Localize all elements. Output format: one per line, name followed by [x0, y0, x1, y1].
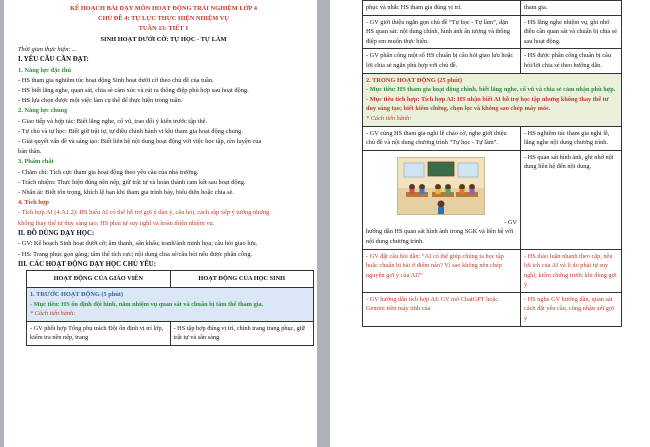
text-line: - Tự chủ và tự học: Biết giữ trật tự, tự điều chỉnh hành vi khi tham gia hoạt động chung.: [18, 127, 243, 135]
teacher-cell: - GV hướng dẫn tích hợp AI: GV mở ChatGPT hoặc Gemini trên máy tính của: [363, 292, 521, 326]
text-line: - Giải quyết vấn đề và sáng tạo: Biết liên hệ nội dung hoạt động với việc học tập, rèn luyện của: [18, 138, 262, 146]
document-page-1: [4, 0, 317, 447]
student-cell: - HS tập hợp đúng vị trí, chỉnh trang trang phục, giữ trật tự và sẵn sàng: [170, 321, 314, 345]
student-cell: - HS lắng nghe nhiệm vụ, ghi nhớ điều cần quan sát và chuẩn bị chia sẻ sau hoạt động.: [520, 15, 621, 49]
table-row: [363, 150, 622, 249]
teacher-cell-prefix: - GV: [504, 218, 517, 226]
table-row: [363, 292, 622, 326]
table-header-row: [27, 271, 314, 288]
table-row: [363, 15, 622, 49]
text-line: - Trách nhiệm: Thực hiện đúng nền nếp, giữ trật tự và hoàn thành cam kết sau hoạt động.: [18, 178, 246, 186]
text-line-ai: - Tích hợp AI (4.A1.2): HS hiểu AI có thể hỗ trợ gợi ý dàn ý, câu hỏi, cách sắp xếp ý tưởng nhưng: [18, 209, 270, 217]
table-row: [363, 73, 622, 126]
text-line-ai: không thay thế tư duy sáng tạo; HS phải tự suy nghĩ và hoàn thiện nhiệm vụ.: [18, 219, 215, 227]
teacher-cell-with-image: [363, 150, 521, 249]
student-cell: - HS nghe GV hướng dẫn, quan sát cách đặt yêu cầu, cùng nhận xét gợi ý: [520, 292, 621, 326]
activity-2-title: 2. TRONG HOẠT ĐỘNG (25 phút): [366, 76, 462, 84]
heading-integration: 4. Tích hợp: [18, 199, 49, 207]
text-line: - HS lựa chọn được một việc làm cụ thể để thực hiện trong tuần.: [18, 97, 183, 105]
text-line: - Nhân ái: Biết tôn trọng, khích lệ bạn khi tham gia trình bày, biểu diễn hoặc chia sẻ.: [18, 189, 234, 197]
activities-table-cont: [362, 0, 622, 327]
teacher-cell: - GV đặt câu hỏi dẫn: “AI có thể giúp chúng ta học tập hoặc chuẩn bị bài ở điểm nào? Vì sao không nên chép nguyên gợi ý của AI?”: [363, 249, 521, 292]
heading-specific-competence: 1. Năng lực đặc thù: [18, 66, 72, 74]
activity-1-cell: [27, 288, 314, 322]
student-cell: - HS nghiêm túc tham gia nghi lễ, lắng nghe nội dung chương trình.: [520, 126, 621, 150]
classroom-illustration-svg: [398, 158, 484, 214]
week-title: TUẦN 13: TIẾT 1: [138, 25, 189, 33]
student-cell: - HS thảo luận nhanh theo cặp, nêu lợi ích của AI và lí do phải tự suy nghĩ, kiểm chứng trước khi dùng gợi ý.: [520, 249, 621, 292]
text-line: - GV: Kế hoạch Sinh hoạt dưới cờ; âm thanh, sân khấu; tranh/ảnh minh họa; câu hỏi giao lưu.: [18, 240, 258, 248]
table-row: [363, 126, 622, 150]
teacher-cell: - GV cùng HS tham gia nghi lễ chào cờ, nghe giới thiệu chủ đề và nội dung chương trình “Tự học - Tự làm”.: [363, 126, 521, 150]
activity-2-ai-goal: - Mục tiêu tích hợp: Tích hợp AI: HS nhận biết AI hỗ trợ học tập nhưng không thay thế tư duy sáng tạo; biết kiểm chứng, chọn lọc và không sao chép máy móc.: [366, 95, 609, 113]
teacher-cell: - GV phân công một số HS chuẩn bị câu hỏi giao lưu hoặc lời chia sẻ ngắn phù hợp với chủ đề.: [363, 49, 521, 73]
student-cell: - HS được phân công chuẩn bị câu hỏi/lời chia sẻ theo hướng dẫn.: [520, 49, 621, 73]
activity-1-how: * Cách tiến hành:: [30, 310, 76, 318]
activity-2-cell: [363, 73, 622, 126]
table-row: [27, 288, 314, 322]
teacher-cell: phục và nhắc HS tham gia đúng vị trí.: [363, 1, 521, 16]
document-page-2: [330, 0, 650, 447]
activity-1-title: 1. TRƯỚC HOẠT ĐỘNG (5 phút): [30, 291, 123, 299]
text-line: - HS: Trang phục gọn gàng; tâm thế tích cực; nội dung chia sẻ/câu hỏi nếu được phân công.: [18, 250, 253, 258]
activities-table: [26, 270, 314, 346]
activity-2-how: * Cách tiến hành:: [366, 114, 412, 122]
activity-1-goal: - Mục tiêu: HS ổn định đội hình, nắm nhiệm vụ quan sát và chuẩn bị tâm thế tham gia.: [30, 300, 264, 308]
text-line: - HS biết lắng nghe, quan sát, chia sẻ cảm xúc và rút ra thông điệp phù hợp sau hoạt động.: [18, 87, 249, 95]
time-line: Thời gian thực hiện: ...: [18, 45, 77, 53]
text-line: - Giao tiếp và hợp tác: Biết lắng nghe, cổ vũ, trao đổi ý kiến trước tập thể.: [18, 117, 208, 125]
heading-general-competence: 2. Năng lực chung: [18, 107, 68, 115]
section-requirements: I. YÊU CẦU CẦN ĐẠT:: [18, 56, 89, 64]
table-row: [363, 249, 622, 292]
section-materials: II. ĐỒ DÙNG DẠY HỌC:: [18, 229, 95, 237]
classroom-illustration-image: [397, 157, 485, 215]
heading-qualities: 3. Phẩm chất: [18, 158, 54, 166]
table-row: [27, 321, 314, 345]
table-row: [363, 1, 622, 16]
lesson-title: SINH HOẠT DƯỚI CỜ: TỰ HỌC - TỰ LÀM: [100, 35, 227, 43]
text-line: bản thân.: [18, 148, 42, 156]
student-cell: - HS quan sát hình ảnh, ghi nhớ nội dung liên hệ đến nội dung.: [520, 150, 621, 249]
table-row: [363, 49, 622, 73]
text-line: - HS tham gia nghiêm túc hoạt động Sinh hoạt dưới cờ theo chủ đề của tuần.: [18, 76, 214, 84]
doc-title: KẾ HOẠCH BÀI DẠY MÔN HOẠT ĐỘNG TRẢI NGHIỆM LỚP 4: [70, 5, 257, 12]
header-teacher: HOẠT ĐỘNG CỦA GIÁO VIÊN: [27, 271, 171, 288]
topic-title: CHỦ ĐỀ 4: TỰ LỰC THỰC HIỆN NHIỆM VỤ: [97, 15, 230, 23]
section-activities: III. CÁC HOẠT ĐỘNG DẠY HỌC CHỦ YẾU:: [18, 260, 156, 268]
header-student: HOẠT ĐỘNG CỦA HỌC SINH: [170, 271, 314, 288]
teacher-cell-text: hướng dẫn HS quan sát hình ảnh trong SGK và liên hệ với nội dung chương trình.: [366, 228, 514, 245]
teacher-cell: - GV phối hợp Tổng phụ trách Đội ổn định vị trí lớp, kiểm tra nền nếp, trang: [27, 321, 171, 345]
student-cell: tham gia.: [520, 1, 621, 16]
activity-2-goal: - Mục tiêu: HS tham gia hoạt động chính, biết lắng nghe, cổ vũ và chia sẻ cảm nhận phù hợp.: [366, 86, 616, 94]
text-line: - Chăm chỉ: Tích cực tham gia hoạt động theo yêu cầu của nhà trường.: [18, 168, 199, 176]
teacher-cell: - GV giới thiệu ngắn gọn chủ đề “Tự học - Tự làm”, dặn HS quan sát: nội dung chính, hình ảnh ấn tượng và thông điệp em muốn thực hiện.: [363, 15, 521, 49]
